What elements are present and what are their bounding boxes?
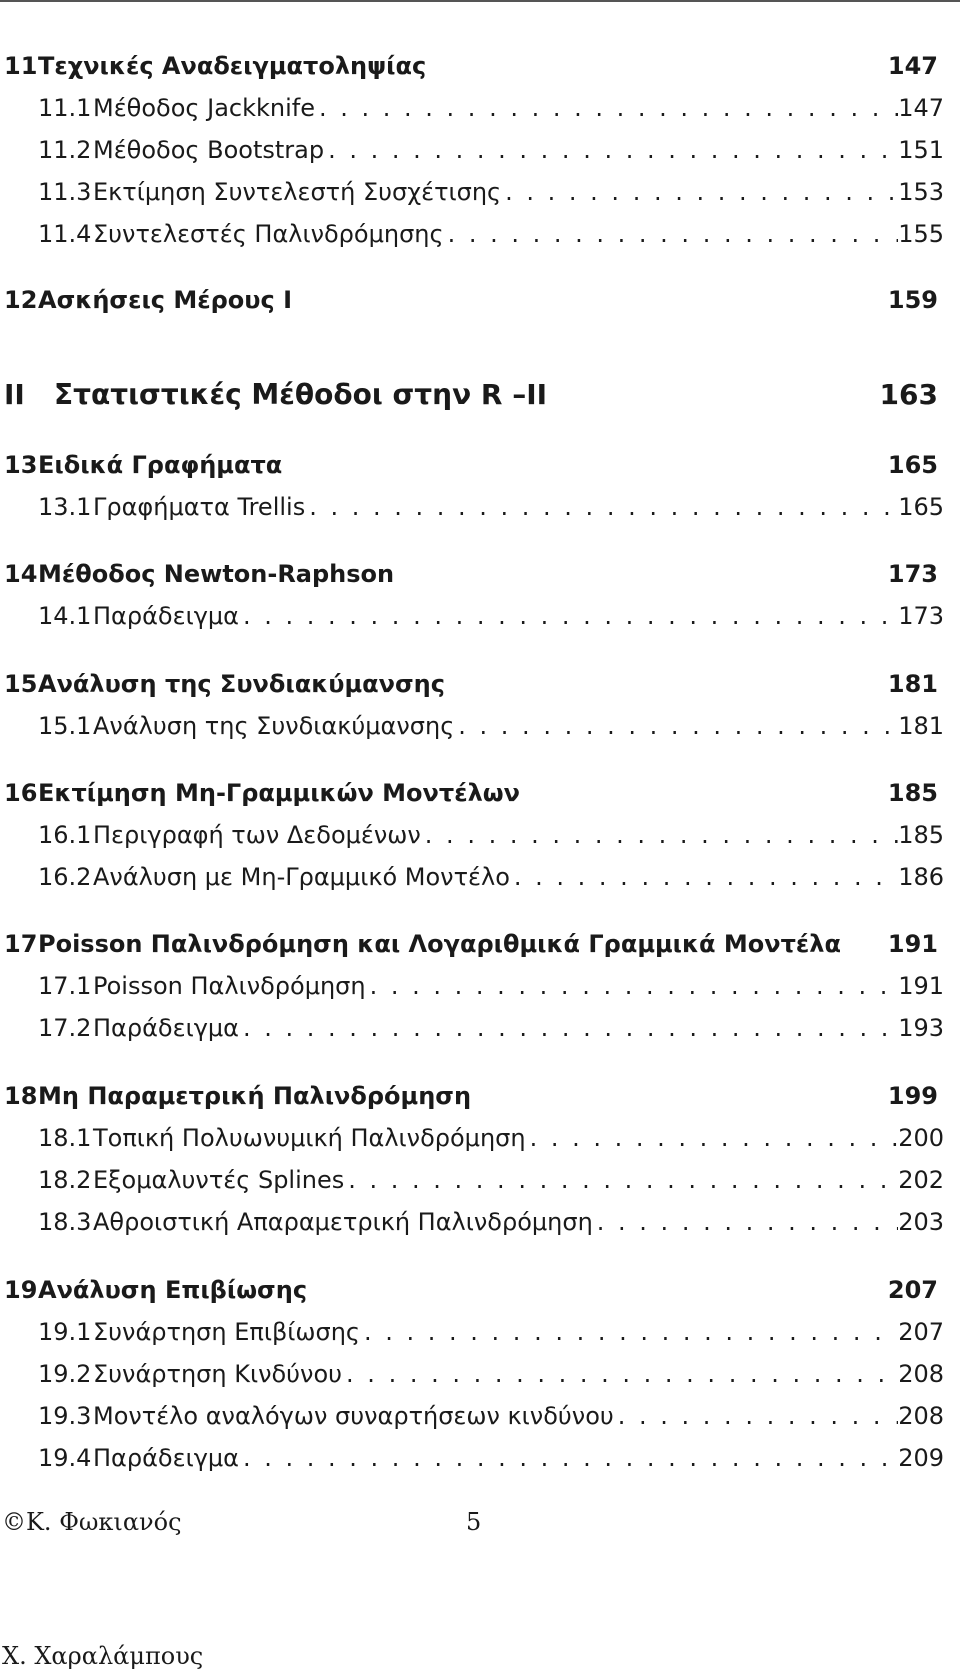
section-number: 19.2 [38,1360,92,1388]
leader-dots [328,136,898,164]
section-page: 191 [898,972,944,1000]
section-title: Εκτίμηση Συντελεστή Συσχέτισης [93,178,502,206]
top-rule [0,0,960,2]
section-page: 208 [898,1402,944,1430]
toc-chapter-18[interactable] [4,1082,938,1110]
toc-chapter-16[interactable] [4,779,938,807]
footer-page-number: 5 [466,1508,482,1536]
section-number: 11.1 [38,94,92,122]
leader-dots [425,821,898,849]
toc-section-11-1[interactable] [38,94,944,122]
leader-dots [319,94,898,122]
section-number: 16.2 [38,863,92,891]
section-title: Συντελεστές Παλινδρόμησης [93,220,444,248]
chapter-page: 159 [887,286,938,314]
toc-section-13-1[interactable] [38,493,944,521]
leader-dots [309,493,898,521]
chapter-title: Ανάλυση της Συνδιακύμανσης [38,670,445,698]
section-page: 193 [898,1014,944,1042]
section-title: Μέθοδος Jackknife [93,94,315,122]
leader-dots [530,1124,899,1152]
leader-dots [243,1444,898,1472]
section-page: 202 [898,1166,944,1194]
section-title: Συνάρτηση Επιβίωσης [93,1318,360,1346]
section-page: 208 [898,1360,944,1388]
toc-section-16-2[interactable] [38,863,944,891]
toc-section-18-1[interactable] [38,1124,944,1152]
toc-section-18-3[interactable] [38,1208,944,1236]
leader-dots [348,1166,898,1194]
section-number: 18.3 [38,1208,92,1236]
toc-section-11-2[interactable] [38,136,944,164]
section-number: 19.1 [38,1318,92,1346]
toc-section-14-1[interactable] [38,602,944,630]
chapter-page: 147 [887,52,938,80]
section-page: 153 [898,178,944,206]
chapter-title: Τεχνικές Αναδειγματοληψίας [38,52,427,80]
toc-section-11-3[interactable] [38,178,944,206]
toc-chapter-11[interactable] [4,52,938,80]
toc-section-15-1[interactable] [38,712,944,740]
toc-section-17-1[interactable] [38,972,944,1000]
footer-author-1: ©Κ. Φωκιανός [2,1508,182,1536]
section-title: Εξομαλυντές Splines [93,1166,345,1194]
leader-dots [243,1014,898,1042]
section-title: Παράδειγμα [93,1014,239,1042]
section-number: 17.2 [38,1014,92,1042]
section-number: 18.1 [38,1124,92,1152]
section-page: 165 [898,493,944,521]
chapter-page: 173 [887,560,938,588]
section-title: Περιγραφή των Δεδομένων [93,821,421,849]
toc-chapter-12[interactable] [4,286,938,314]
section-page: 155 [898,220,944,248]
leader-dots [346,1360,898,1388]
section-title: Αθροιστική Απαραμετρική Παλινδρόμηση [93,1208,593,1236]
section-number: 19.3 [38,1402,92,1430]
section-page: 203 [898,1208,944,1236]
chapter-page: 191 [887,930,938,958]
toc-section-11-4[interactable] [38,220,944,248]
toc-section-19-4[interactable] [38,1444,944,1472]
section-number: 14.1 [38,602,92,630]
section-number: 17.1 [38,972,92,1000]
section-number: 18.2 [38,1166,92,1194]
chapter-title: Ανάλυση Επιβίωσης [38,1276,308,1304]
section-title: Μέθοδος Bootstrap [93,136,325,164]
section-page: 186 [898,863,944,891]
chapter-number: 17 [4,930,38,958]
chapter-page: 185 [887,779,938,807]
section-number: 19.4 [38,1444,92,1472]
chapter-title: Ασκήσεις Μέρους I [38,286,293,314]
chapter-number: 16 [4,779,38,807]
leader-dots [458,712,898,740]
chapter-page: 207 [887,1276,938,1304]
section-page: 147 [898,94,944,122]
section-title: Ανάλυση με Μη-Γραμμικό Μοντέλο [93,863,510,891]
toc-section-19-1[interactable] [38,1318,944,1346]
chapter-number: 15 [4,670,38,698]
section-page: 209 [898,1444,944,1472]
section-page: 181 [898,712,944,740]
leader-dots [370,972,899,1000]
chapter-number: 18 [4,1082,38,1110]
chapter-number: 12 [4,286,38,314]
chapter-page: 199 [887,1082,938,1110]
part-title: Στατιστικές Μέθοδοι στην R –II [54,378,548,411]
footer-author-2: Χ. Χαραλάμπους [2,1642,204,1670]
section-title: Παράδειγμα [93,602,239,630]
toc-part-2[interactable] [4,378,938,411]
chapter-title: Μη Παραμετρική Παλινδρόμηση [38,1082,472,1110]
chapter-number: 11 [4,52,38,80]
chapter-number: 13 [4,451,38,479]
toc-chapter-19[interactable] [4,1276,938,1304]
section-page: 173 [898,602,944,630]
toc-section-16-1[interactable] [38,821,944,849]
leader-dots [448,220,899,248]
section-number: 13.1 [38,493,92,521]
part-page: 163 [879,378,938,411]
part-number: II [4,378,25,411]
leader-dots [364,1318,898,1346]
section-number: 16.1 [38,821,92,849]
leader-dots [597,1208,898,1236]
chapter-number: 14 [4,560,38,588]
section-title: Συνάρτηση Κινδύνου [93,1360,343,1388]
section-page: 200 [898,1124,944,1152]
chapter-title: Μέθοδος Newton-Raphson [38,560,395,588]
leader-dots [505,178,898,206]
chapter-title: Poisson Παλινδρόμηση και Λογαριθμικά Γραμμικά Μοντέλα [38,930,841,958]
section-number: 11.2 [38,136,92,164]
section-page: 151 [898,136,944,164]
section-title: Παράδειγμα [93,1444,239,1472]
toc-chapter-13[interactable] [4,451,938,479]
section-page: 207 [898,1318,944,1346]
leader-dots [618,1402,898,1430]
toc-chapter-17[interactable] [4,930,938,958]
chapter-page: 181 [887,670,938,698]
chapter-title: Εκτίμηση Μη-Γραμμικών Μοντέλων [38,779,520,807]
toc-section-17-2[interactable] [38,1014,944,1042]
chapter-title: Ειδικά Γραφήματα [38,451,283,479]
section-title: Γραφήματα Trellis [93,493,306,521]
chapter-page: 165 [887,451,938,479]
section-number: 11.4 [38,220,92,248]
toc-section-19-3[interactable] [38,1402,944,1430]
toc-section-18-2[interactable] [38,1166,944,1194]
section-title: Poisson Παλινδρόμηση [93,972,366,1000]
section-number: 11.3 [38,178,92,206]
leader-dots [243,602,898,630]
leader-dots [514,863,898,891]
toc-section-19-2[interactable] [38,1360,944,1388]
section-title: Ανάλυση της Συνδιακύμανσης [93,712,455,740]
section-title: Τοπική Πολυωνυμική Παλινδρόμηση [93,1124,526,1152]
chapter-number: 19 [4,1276,38,1304]
section-title: Μοντέλο αναλόγων συναρτήσεων κινδύνου [93,1402,614,1430]
toc-chapter-15[interactable] [4,670,938,698]
toc-chapter-14[interactable] [4,560,938,588]
section-number: 15.1 [38,712,92,740]
section-page: 185 [898,821,944,849]
